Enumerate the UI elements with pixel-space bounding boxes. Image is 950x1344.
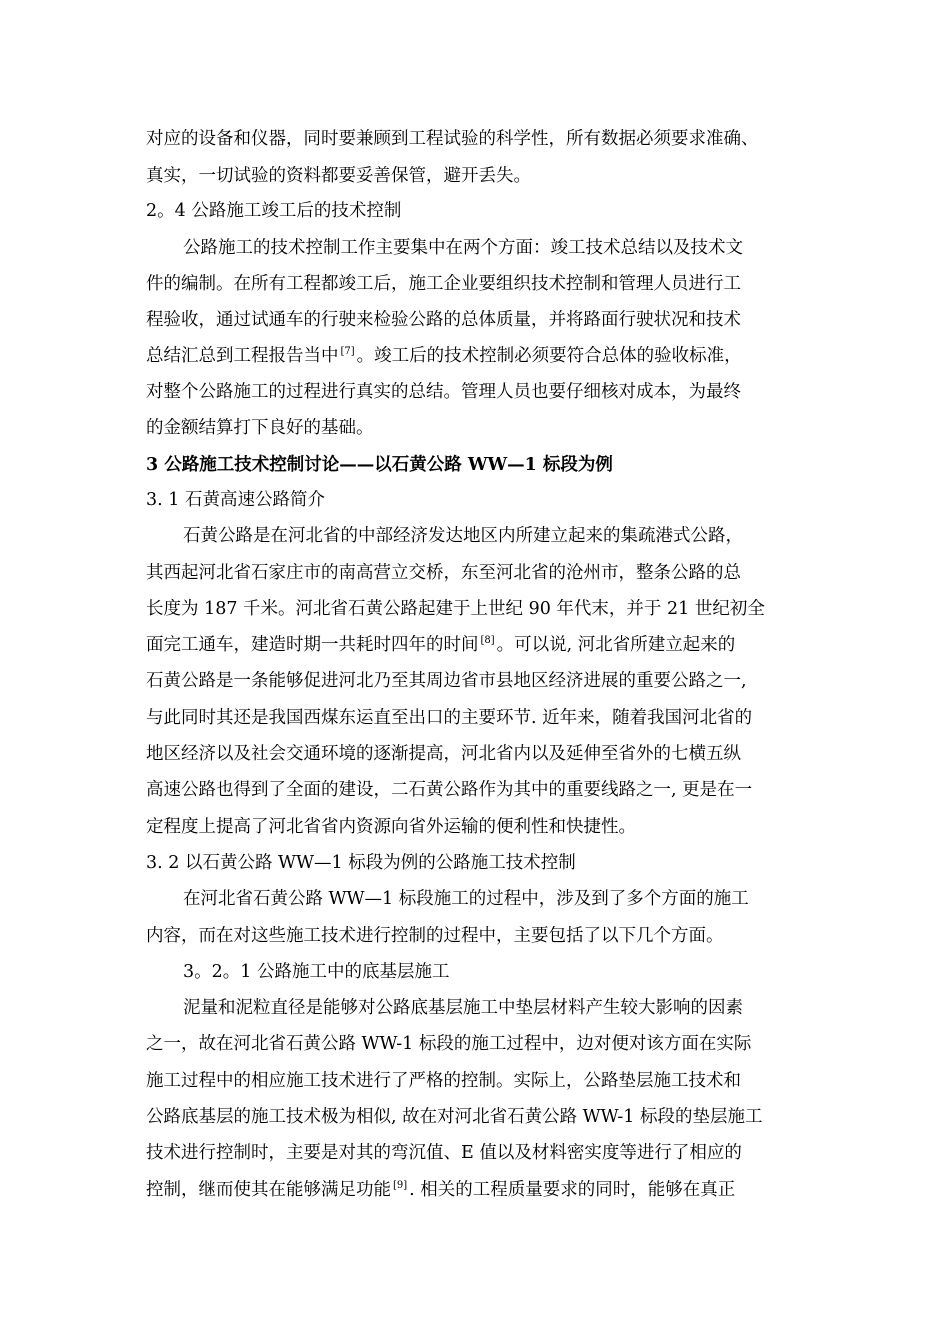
citation-reference: [9]: [393, 1180, 408, 1191]
citation-reference: [8]: [480, 635, 495, 646]
subsection-heading: 3。2。1 公路施工中的底基层施工: [183, 962, 450, 982]
paragraph-line: 石黄公路是一条能够促进河北乃至其周边省市县地区经济进展的重要公路之一,: [146, 671, 747, 691]
line-text: 。竣工后的技术控制必须要符合总体的验收标准，: [356, 346, 742, 366]
paragraph-line: [146, 344, 826, 368]
section-heading: 3. 2 以石黄公路 WW—1 标段为例的公路施工技术控制: [146, 853, 576, 873]
line-text: 总结汇总到工程报告当中: [146, 346, 339, 366]
citation-reference: [7]: [340, 346, 355, 357]
paragraph-line: 真实，一切试验的资料都要妥善保管，避开丢失。: [146, 166, 531, 186]
paragraph-line: 公路底基层的施工技术极为相似, 故在对河北省石黄公路 WW-1 标段的垫层施工: [146, 1107, 763, 1127]
paragraph-line: 在河北省石黄公路 WW—1 标段施工的过程中，涉及到了多个方面的施工: [183, 889, 749, 909]
line-text: 面完工通车，建造时期一共耗时四年的时间: [146, 635, 479, 655]
paragraph-line: 长度为 187 千米。河北省石黄公路起建于上世纪 90 年代末，并于 21 世纪初全: [146, 599, 765, 619]
chapter-heading: 3 公路施工技术控制讨论——以石黄公路 WW—1 标段为例: [146, 455, 613, 475]
paragraph-line: 施工过程中的相应施工技术进行了严格的控制。实际上，公路垫层施工技术和: [146, 1071, 741, 1091]
paragraph-line: 件的编制。在所有工程都竣工后，施工企业要组织技术控制和管理人员进行工: [146, 274, 741, 294]
paragraph-line: 对整个公路施工的过程进行真实的总结。管理人员也要仔细核对成本，为最终: [146, 382, 741, 402]
paragraph-line: 的金额结算打下良好的基础。: [146, 418, 374, 438]
paragraph-line: 定程度上提高了河北省省内资源向省外运输的便利性和快捷性。: [146, 817, 636, 837]
paragraph-line: 对应的设备和仪器，同时要兼顾到工程试验的科学性，所有数据必须要求准确、: [146, 129, 759, 149]
paragraph-line: 其西起河北省石家庄市的南高营立交桥，东至河北省的沧州市，整条公路的总: [146, 563, 741, 583]
paragraph-line: 石黄公路是在河北省的中部经济发达地区内所建立起来的集疏港式公路，: [183, 526, 743, 546]
section-heading: 3. 1 石黄高速公路简介: [146, 490, 325, 510]
line-text: . 相关的工程质量要求的同时，能够在真正: [409, 1180, 736, 1200]
section-heading: 2。4 公路施工竣工后的技术控制: [146, 201, 402, 221]
paragraph-line: 高速公路也得到了全面的建设，二石黄公路作为其中的重要线路之一, 更是在一: [146, 780, 753, 800]
paragraph-line: 与此同时其还是我国西煤东运直至出口的主要环节. 近年来，随着我国河北省的: [146, 708, 753, 728]
line-text: 控制，继而使其在能够满足功能: [146, 1180, 391, 1200]
paragraph-line: [146, 1178, 826, 1202]
paragraph-line: 程验收，通过试通车的行驶来检验公路的总体质量，并将路面行驶状况和技术: [146, 310, 741, 330]
paragraph-line: [146, 633, 826, 657]
paragraph-line: 之一，故在河北省石黄公路 WW-1 标段的施工过程中，边对便对该方面在实际: [146, 1034, 752, 1054]
paragraph-line: 地区经济以及社会交通环境的逐渐提高，河北省内以及延伸至省外的七横五纵: [146, 744, 741, 764]
paragraph-line: 公路施工的技术控制工作主要集中在两个方面：竣工技术总结以及技术文: [183, 238, 743, 258]
paragraph-line: 技术进行控制时，主要是对其的弯沉值、E 值以及材料密实度等进行了相应的: [146, 1143, 742, 1163]
paragraph-line: 内容，而在对这些施工技术进行控制的过程中，主要包括了以下几个方面。: [146, 926, 724, 946]
paragraph-line: 泥量和泥粒直径是能够对公路底基层施工中垫层材料产生较大影响的因素: [183, 998, 743, 1018]
line-text: 。可以说, 河北省所建立起来的: [496, 635, 736, 655]
